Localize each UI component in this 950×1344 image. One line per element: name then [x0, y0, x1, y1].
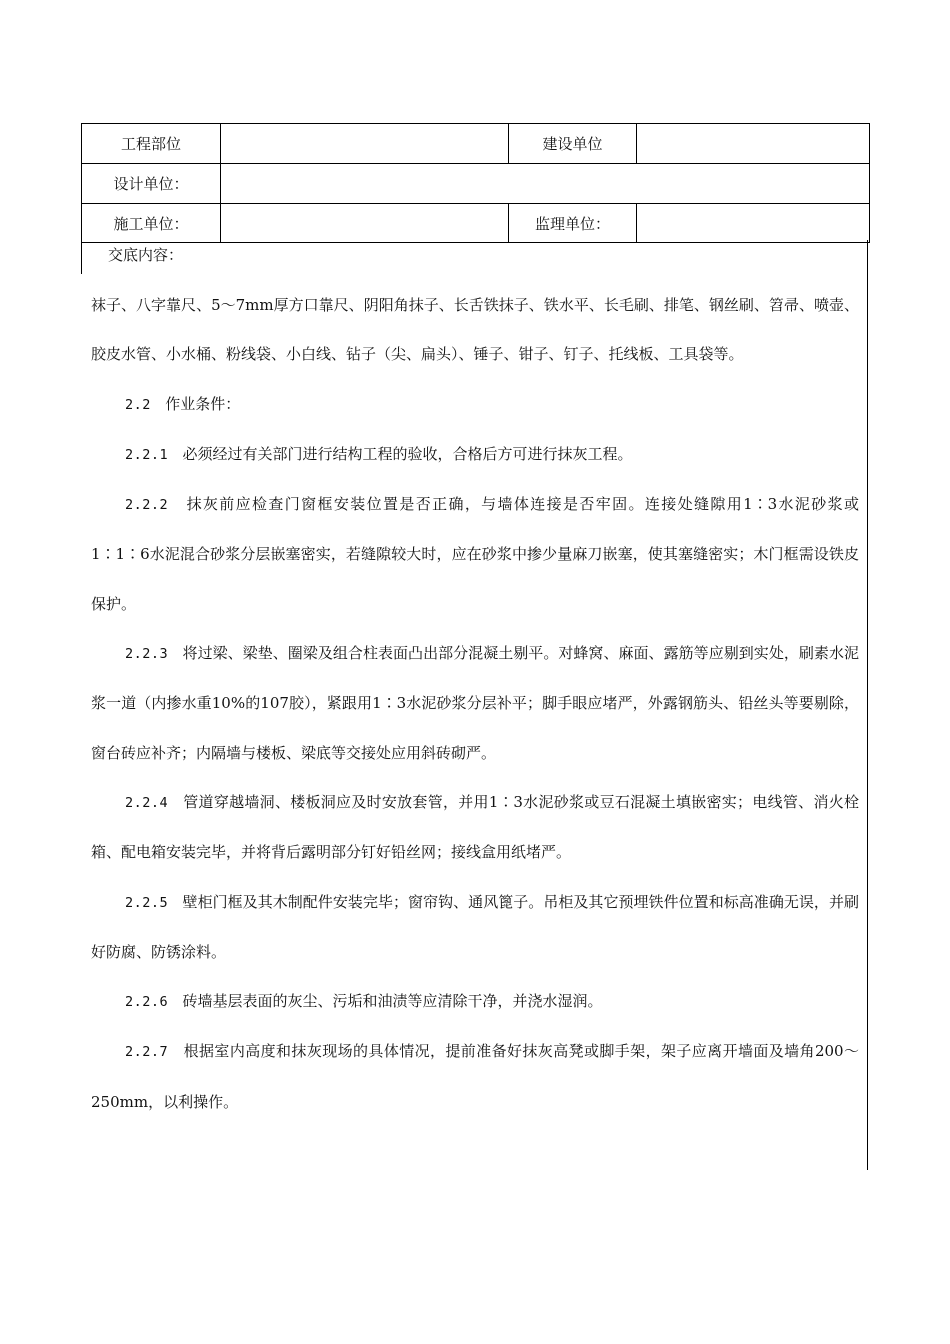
clause-text: 管道穿越墙洞、楼板洞应及时安放套管，并用1∶3水泥砂浆或豆石混凝土填嵌密实；电线管、消火栓箱、配电箱安装完毕，并将背后露明部分钉好铅丝网；接线盒用纸堵严。	[91, 792, 859, 862]
construction-unit-label: 施工单位：	[82, 204, 221, 243]
clause-paragraph	[91, 629, 859, 778]
design-unit-field[interactable]	[221, 164, 870, 204]
clause-paragraph	[91, 1027, 859, 1127]
clause-number: 2.2.3	[125, 646, 169, 663]
clause-paragraph	[91, 480, 859, 629]
tools-paragraph: 袜子、八字靠尺、5～7mm厚方口靠尺、阴阳角抹子、长舌铁抹子、铁水平、长毛刷、排笔、钢丝刷、笤帚、喷壶、胶皮水管、小水桶、粉线袋、小白线、钻子（尖、扁头）、锤子、钳子、钉子、托线板、工具袋等。	[91, 296, 859, 364]
clause-paragraph	[91, 977, 859, 1027]
clause-text: 将过梁、梁垫、圈梁及组合柱表面凸出部分混凝土剔平。对蜂窝、麻面、露筋等应剔到实处，刷素水泥浆一道（内掺水重10%的107胶），紧跟用1∶3水泥砂浆分层补平；脚手眼应堵严，外露钢筋头、铅丝头等要剔除，窗台砖应补齐；内隔墙与楼板、梁底等交接处应用斜砖砌严。	[91, 644, 859, 762]
table-row	[82, 164, 870, 204]
project-part-field[interactable]	[221, 124, 509, 164]
supervision-unit-label: 监理单位：	[509, 204, 637, 243]
section-title: 作业条件：	[165, 394, 241, 413]
left-border	[81, 240, 82, 274]
clause-text: 根据室内高度和抹灰现场的具体情况，提前准备好抹灰高凳或脚手架，架子应离开墙面及墙角200～250mm，以利操作。	[91, 1042, 859, 1111]
construction-unit-field[interactable]	[221, 204, 509, 243]
section-number: 2.2	[125, 396, 151, 413]
clause-number: 2.2.1	[125, 446, 169, 463]
clause-text: 壁柜门框及其木制配件安装完毕；窗帘钩、通风篦子。吊柜及其它预埋铁件位置和标高准确无误，并刷好防腐、防锈涂料。	[91, 892, 859, 961]
supervision-unit-field[interactable]	[637, 204, 870, 243]
clause-text: 砖墙基层表面的灰尘、污垢和油渍等应清除干净，并浇水湿润。	[182, 992, 603, 1011]
header-table	[81, 123, 870, 243]
clause-text: 必须经过有关部门进行结构工程的验收，合格后方可进行抹灰工程。	[182, 444, 633, 463]
builder-field[interactable]	[637, 124, 870, 164]
clause-number: 2.2.5	[125, 894, 169, 911]
clause-text: 抹灰前应检查门窗框安装位置是否正确，与墙体连接是否牢固。连接处缝隙用1∶3水泥砂浆或1∶1∶6水泥混合砂浆分层嵌塞密实，若缝隙较大时，应在砂浆中掺少量麻刀嵌塞，使其塞缝密实；木门框需设铁皮保护。	[91, 495, 860, 613]
disclosure-content	[91, 281, 859, 1127]
clause-paragraph	[91, 778, 859, 878]
clause-paragraph	[91, 878, 859, 978]
clause-number: 2.2.6	[125, 994, 169, 1011]
table-row	[82, 124, 870, 164]
clause-number: 2.2.4	[125, 794, 169, 811]
disclosure-label: 交底内容：	[108, 246, 184, 264]
clause-number: 2.2.2	[125, 497, 169, 514]
project-part-label: 工程部位	[82, 124, 221, 164]
clause-number: 2.2.7	[125, 1044, 169, 1061]
table-row	[82, 204, 870, 243]
section-heading	[91, 380, 859, 430]
clause-paragraph	[91, 430, 859, 480]
design-unit-label: 设计单位：	[82, 164, 221, 204]
right-border	[867, 240, 868, 1170]
builder-label: 建设单位	[509, 124, 637, 164]
